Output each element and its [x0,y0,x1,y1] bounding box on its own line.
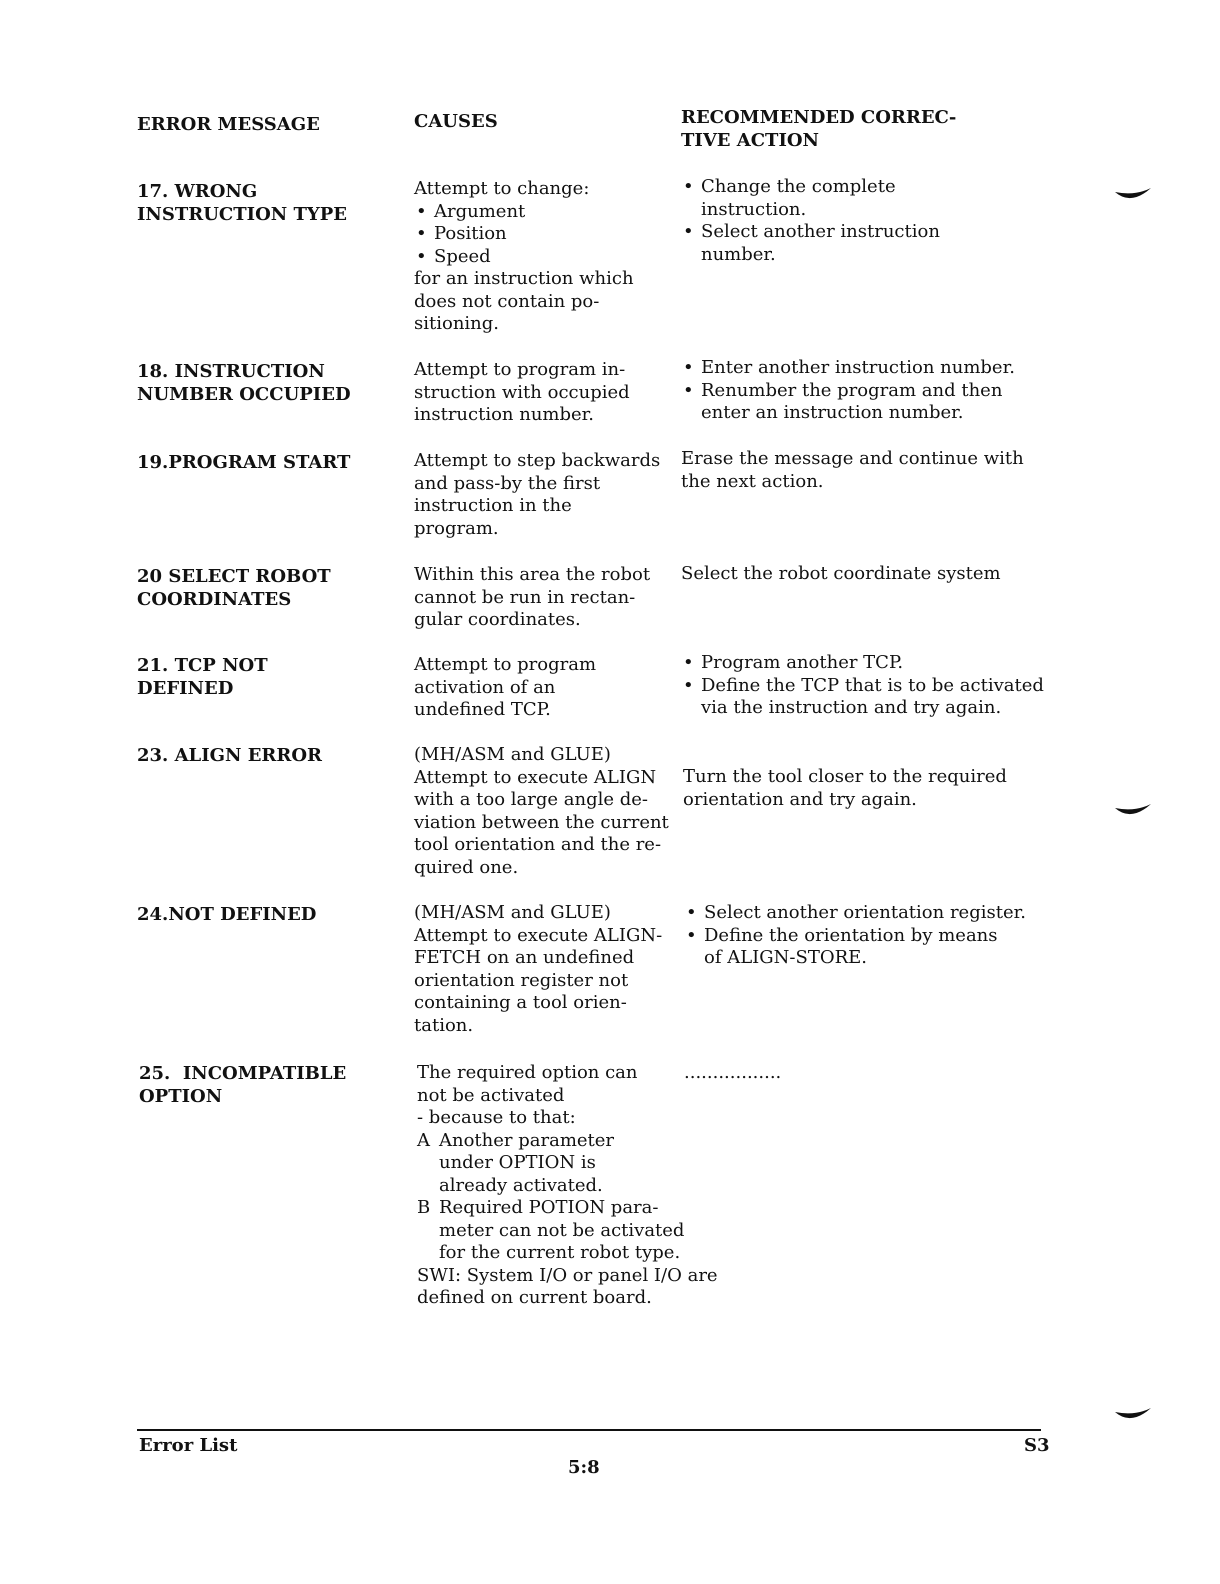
footer-section-code: S3 [1024,1435,1050,1456]
error-21-actions: • Program another TCP. • Define the TCP that is to be activated via the instruction and try again. [681,652,1061,720]
error-17-actions: • Change the complete instruction. • Select another instruction number. [681,176,1061,266]
error-25-causes: The required option can not be activated - because to that: A Another parameter under OPTION is already activated. B Required POTION para- meter can not be activated for the current robot type. SWI: System I/O or panel I/O are defined on current board. [417,1062,718,1308]
error-19-actions: Erase the message and continue with the next action. [681,448,1024,492]
footer-rule [137,1429,1041,1431]
error-17-title: 17. WRONG INSTRUCTION TYPE [137,181,347,225]
header-recommended-action: RECOMMENDED CORREC- TIVE ACTION [681,107,957,151]
error-20-actions: Select the robot coordinate system [681,563,1001,584]
page-number: 5:8 [568,1457,600,1478]
footer-section-title: Error List [139,1435,238,1456]
error-21-title: 21. TCP NOT DEFINED [137,655,268,699]
error-23-causes: (MH/ASM and GLUE) Attempt to execute ALIGN with a too large angle de- viation between the current tool orientation and the re- quired one. [414,744,669,878]
error-25-title: 25. INCOMPATIBLE OPTION [139,1063,347,1107]
error-18-actions: • Enter another instruction number. • Renumber the program and then enter an instruction number. [681,357,1061,425]
error-24-causes: (MH/ASM and GLUE) Attempt to execute ALIGN- FETCH on an undefined orientation register not containing a tool orien- tation. [414,902,663,1036]
error-25-actions: ................. [684,1062,782,1083]
error-21-causes: Attempt to program activation of an undefined TCP. [414,654,597,720]
error-18-causes: Attempt to program in- struction with occupied instruction number. [414,359,630,425]
error-24-actions: • Select another orientation register. • Define the orientation by means of ALIGN-STORE. [684,902,1064,970]
error-23-title: 23. ALIGN ERROR [137,745,322,766]
error-23-actions: Turn the tool closer to the required orientation and try again. [683,766,1007,810]
binder-mark-icon [1113,184,1153,204]
header-error-message: ERROR MESSAGE [137,114,320,135]
binder-mark-icon [1113,800,1153,820]
error-19-causes: Attempt to step backwards and pass-by the first instruction in the program. [414,450,661,539]
error-17-causes: Attempt to change: • Argument • Position • Speed for an instruction which does not contain po- sitioning. [414,178,714,336]
error-19-title: 19.PROGRAM START [137,452,351,473]
error-24-title: 24.NOT DEFINED [137,904,317,925]
error-20-causes: Within this area the robot cannot be run in rectan- gular coordinates. [414,564,651,630]
error-20-title: 20 SELECT ROBOT COORDINATES [137,566,331,610]
error-18-title: 18. INSTRUCTION NUMBER OCCUPIED [137,361,351,405]
header-causes: CAUSES [414,111,498,132]
binder-mark-icon [1113,1404,1153,1424]
